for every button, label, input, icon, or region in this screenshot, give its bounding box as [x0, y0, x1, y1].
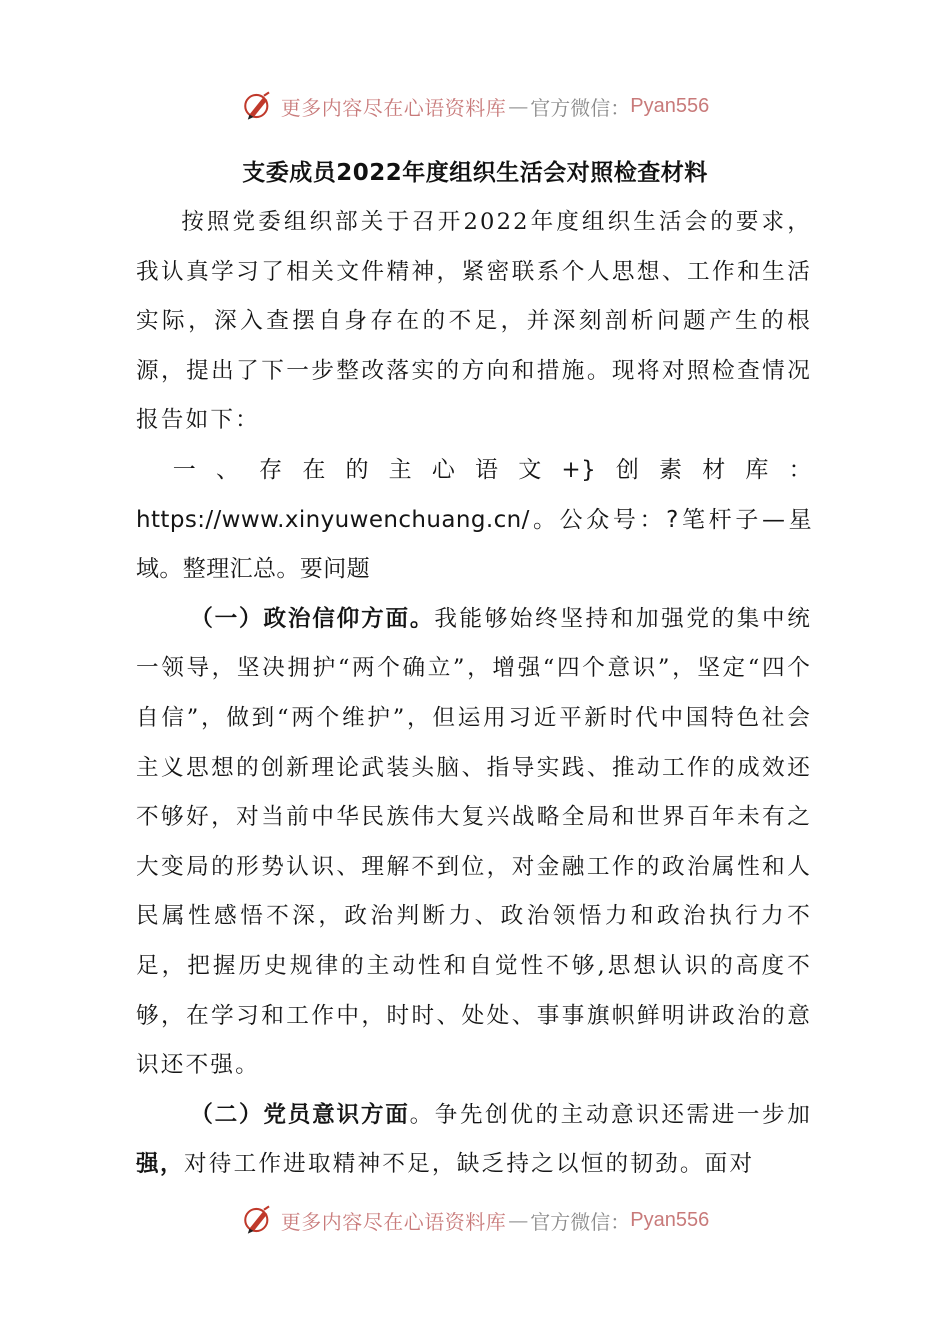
banner-wechat-label: 官方微信：: [530, 1209, 631, 1234]
item-body: 我能够始终坚持和加强党的集中统一领导，坚决拥护“两个确立”，增强“四个意识”，坚定“四个自信”，做到“两个维护”，但运用习近平新时代中国特色社会主义思想的创新理论武装头脑、指导实践、推动工作的成效还不够好，对当前中华民族伟大复兴战略全局和世界百年未有之大变局的形势认识、理解不到位，对金融工作的政治属性和人民属性感悟不深，政治判断力、政治领悟力和政治执行力不足，把握历史规律的主动性和自觉性不够,思想认识的高度不够，在学习和工作中，时时、处处、事事旗帜鲜明讲政治的意识还不强。: [136, 605, 813, 1079]
pen-logo-icon: [241, 1203, 275, 1237]
banner-wechat-label: 官方微信：: [530, 95, 631, 120]
banner-separator: —: [508, 1208, 529, 1232]
banner-text: 更多内容尽在心语资料库: [280, 95, 507, 120]
banner-text: 更多内容尽在心语资料库: [280, 1209, 507, 1234]
item-party-awareness: [136, 1091, 812, 1190]
item-title: （二）党员意识方面: [190, 1101, 410, 1128]
document-body: [136, 198, 812, 1190]
item-body-bold: 强，: [136, 1151, 184, 1178]
banner-wechat-id: Pyan556: [630, 1208, 710, 1231]
pen-logo-icon: [241, 89, 275, 123]
intro-paragraph: 按照党委组织部关于召开2022年度组织生活会的要求，我认真学习了相关文件精神，紧密联系个人思想、工作和生活实际，深入查摆自身存在的不足，并深刻剖析问题产生的根源，提出了下一步整改落实的方向和措施。现将对照检查情况报告如下：: [136, 209, 812, 434]
item-body-cont: 对待工作进取精神不足，缺乏持之以恒的韧劲。面对: [184, 1151, 755, 1178]
banner-separator: —: [508, 94, 529, 118]
document-title: 支委成员2022年度组织生活会对照检查材料: [242, 160, 708, 186]
watermark-banner-top: [0, 86, 950, 126]
banner-wechat-id: Pyan556: [630, 94, 710, 117]
item-title-period: 。: [409, 1101, 435, 1128]
item-body: 争先创优的主动意识还需进一步加: [434, 1101, 813, 1128]
item-title: （一）政治信仰方面。: [190, 605, 435, 632]
item-political-belief: [136, 595, 812, 1091]
section-heading: 一、存在的主心语文+}创素材库：https://www.xinyuwenchuang.cn/。公众号：?笔杆子—星域。整理汇总。要问题: [136, 456, 812, 583]
watermark-banner-bottom: [0, 1200, 950, 1240]
